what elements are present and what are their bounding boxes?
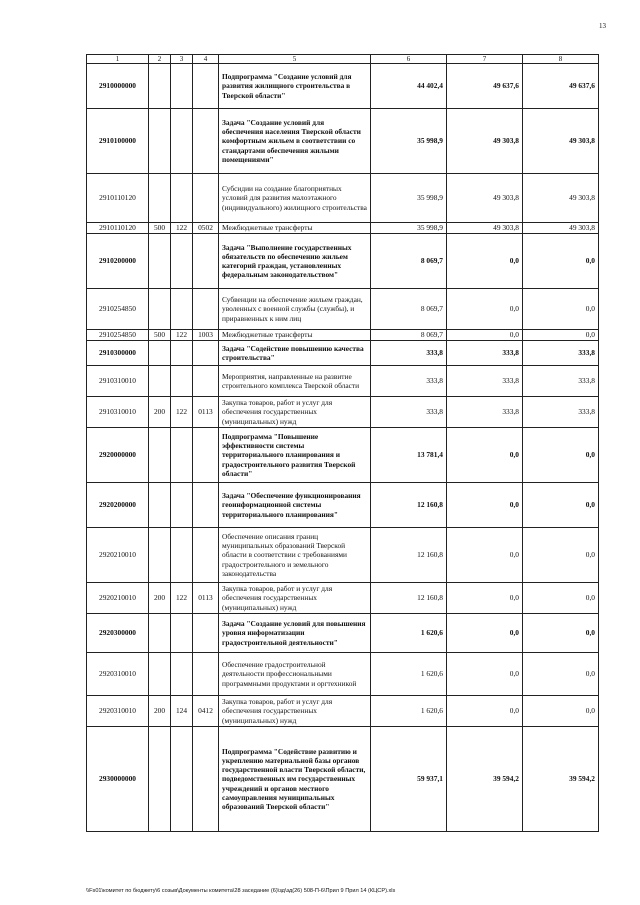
cell-col-6: 333,8 bbox=[371, 397, 447, 428]
cell-col-6: 44 402,4 bbox=[371, 64, 447, 109]
table-row bbox=[87, 109, 599, 174]
cell-col-7: 0,0 bbox=[447, 614, 523, 653]
cell-col-5: Обеспечение градостроительной деятельности профессиональными программными продуктами и оргтехникой bbox=[219, 653, 371, 696]
cell-col-6: 13 781,4 bbox=[371, 428, 447, 483]
cell-col-4 bbox=[193, 64, 219, 109]
cell-col-4 bbox=[193, 428, 219, 483]
cell-col-8: 0,0 bbox=[523, 614, 599, 653]
cell-col-6: 59 937,1 bbox=[371, 727, 447, 832]
cell-col-3 bbox=[171, 528, 193, 583]
header-col-4: 4 bbox=[193, 55, 219, 64]
header-col-2: 2 bbox=[149, 55, 171, 64]
cell-col-6: 8 069,7 bbox=[371, 330, 447, 341]
cell-col-5: Межбюджетные трансферты bbox=[219, 223, 371, 234]
cell-col-7: 0,0 bbox=[447, 330, 523, 341]
cell-col-1: 2910254850 bbox=[87, 289, 149, 330]
cell-col-5: Обеспечение описания границ муниципальных образований Тверской области в соответствии с требованиями градостроительного и земельного законодательства bbox=[219, 528, 371, 583]
table-row bbox=[87, 234, 599, 289]
cell-col-8: 0,0 bbox=[523, 653, 599, 696]
cell-col-8: 333,8 bbox=[523, 397, 599, 428]
header-col-6: 6 bbox=[371, 55, 447, 64]
cell-col-6: 333,8 bbox=[371, 341, 447, 366]
cell-col-2 bbox=[149, 428, 171, 483]
cell-col-2: 200 bbox=[149, 397, 171, 428]
cell-col-7: 0,0 bbox=[447, 583, 523, 614]
cell-col-5: Подпрограмма "Повышение эффективности системы территориального планирования и градостроительного развития Тверской области" bbox=[219, 428, 371, 483]
cell-col-8: 49 303,8 bbox=[523, 174, 599, 223]
cell-col-2 bbox=[149, 341, 171, 366]
cell-col-1: 2920000000 bbox=[87, 428, 149, 483]
cell-col-5: Мероприятия, направленные на развитие строительного комплекса Тверской области bbox=[219, 366, 371, 397]
cell-col-6: 12 160,8 bbox=[371, 583, 447, 614]
header-col-5: 5 bbox=[219, 55, 371, 64]
header-col-3: 3 bbox=[171, 55, 193, 64]
cell-col-2 bbox=[149, 109, 171, 174]
cell-col-7: 333,8 bbox=[447, 366, 523, 397]
cell-col-6: 8 069,7 bbox=[371, 234, 447, 289]
cell-col-8: 49 303,8 bbox=[523, 223, 599, 234]
cell-col-5: Закупка товаров, работ и услуг для обеспечения государственных (муниципальных) нужд bbox=[219, 696, 371, 727]
cell-col-1: 2920300000 bbox=[87, 614, 149, 653]
table-row bbox=[87, 653, 599, 696]
cell-col-7: 0,0 bbox=[447, 234, 523, 289]
cell-col-2 bbox=[149, 528, 171, 583]
cell-col-4 bbox=[193, 483, 219, 528]
cell-col-1: 2920210010 bbox=[87, 528, 149, 583]
cell-col-6: 12 160,8 bbox=[371, 483, 447, 528]
table-row bbox=[87, 614, 599, 653]
cell-col-7: 49 303,8 bbox=[447, 174, 523, 223]
cell-col-5: Закупка товаров, работ и услуг для обеспечения государственных (муниципальных) нужд bbox=[219, 397, 371, 428]
cell-col-3 bbox=[171, 727, 193, 832]
cell-col-3 bbox=[171, 428, 193, 483]
cell-col-8: 333,8 bbox=[523, 341, 599, 366]
cell-col-4 bbox=[193, 366, 219, 397]
budget-table bbox=[86, 54, 599, 832]
cell-col-2: 200 bbox=[149, 583, 171, 614]
cell-col-4 bbox=[193, 109, 219, 174]
cell-col-7: 0,0 bbox=[447, 483, 523, 528]
cell-col-4 bbox=[193, 174, 219, 223]
table-row bbox=[87, 341, 599, 366]
cell-col-4: 0412 bbox=[193, 696, 219, 727]
cell-col-8: 0,0 bbox=[523, 234, 599, 289]
cell-col-5: Задача "Создание условий для обеспечения населения Тверской области комфортным жильем в соответствии со стандартами обеспечения жилыми помещениями" bbox=[219, 109, 371, 174]
cell-col-4: 0113 bbox=[193, 583, 219, 614]
cell-col-4 bbox=[193, 653, 219, 696]
header-col-8: 8 bbox=[523, 55, 599, 64]
cell-col-8: 0,0 bbox=[523, 528, 599, 583]
cell-col-8: 49 637,6 bbox=[523, 64, 599, 109]
cell-col-7: 49 637,6 bbox=[447, 64, 523, 109]
header-col-1: 1 bbox=[87, 55, 149, 64]
cell-col-7: 0,0 bbox=[447, 653, 523, 696]
cell-col-4 bbox=[193, 727, 219, 832]
cell-col-7: 0,0 bbox=[447, 428, 523, 483]
cell-col-6: 35 998,9 bbox=[371, 109, 447, 174]
cell-col-4: 0113 bbox=[193, 397, 219, 428]
cell-col-3 bbox=[171, 289, 193, 330]
table-row bbox=[87, 696, 599, 727]
cell-col-8: 0,0 bbox=[523, 583, 599, 614]
cell-col-4 bbox=[193, 289, 219, 330]
cell-col-1: 2920310010 bbox=[87, 696, 149, 727]
cell-col-2 bbox=[149, 653, 171, 696]
cell-col-3: 122 bbox=[171, 583, 193, 614]
cell-col-6: 35 998,9 bbox=[371, 223, 447, 234]
cell-col-1: 2910310010 bbox=[87, 397, 149, 428]
cell-col-4 bbox=[193, 341, 219, 366]
cell-col-5: Межбюджетные трансферты bbox=[219, 330, 371, 341]
table-row bbox=[87, 528, 599, 583]
cell-col-2: 500 bbox=[149, 330, 171, 341]
cell-col-8: 0,0 bbox=[523, 483, 599, 528]
header-col-7: 7 bbox=[447, 55, 523, 64]
cell-col-3 bbox=[171, 366, 193, 397]
cell-col-6: 1 620,6 bbox=[371, 614, 447, 653]
cell-col-7: 0,0 bbox=[447, 696, 523, 727]
cell-col-2 bbox=[149, 483, 171, 528]
cell-col-5: Подпрограмма "Создание условий для развития жилищного строительства в Тверской области" bbox=[219, 64, 371, 109]
table-row bbox=[87, 330, 599, 341]
table-header-row bbox=[87, 55, 599, 64]
table-row bbox=[87, 583, 599, 614]
cell-col-2: 500 bbox=[149, 223, 171, 234]
cell-col-5: Подпрограмма "Содействие развитию и укреплению материальной базы органов государственной власти Тверской области, подведомственных им государственных учреждений и органов местного самоуправления муниципальных образований Тверской области" bbox=[219, 727, 371, 832]
table-row bbox=[87, 223, 599, 234]
cell-col-2 bbox=[149, 727, 171, 832]
cell-col-1: 2910200000 bbox=[87, 234, 149, 289]
cell-col-1: 2910300000 bbox=[87, 341, 149, 366]
cell-col-3 bbox=[171, 653, 193, 696]
cell-col-6: 1 620,6 bbox=[371, 653, 447, 696]
cell-col-8: 333,8 bbox=[523, 366, 599, 397]
cell-col-2: 200 bbox=[149, 696, 171, 727]
cell-col-5: Задача "Выполнение государственных обязательств по обеспечению жильем категорий граждан, установленных федеральным законодательством" bbox=[219, 234, 371, 289]
cell-col-1: 2920200000 bbox=[87, 483, 149, 528]
cell-col-3 bbox=[171, 234, 193, 289]
cell-col-6: 12 160,8 bbox=[371, 528, 447, 583]
table-row bbox=[87, 428, 599, 483]
cell-col-7: 49 303,8 bbox=[447, 223, 523, 234]
cell-col-1: 2910310010 bbox=[87, 366, 149, 397]
table-row bbox=[87, 366, 599, 397]
cell-col-4 bbox=[193, 528, 219, 583]
cell-col-3: 122 bbox=[171, 223, 193, 234]
table-row bbox=[87, 397, 599, 428]
cell-col-5: Субвенции на обеспечение жильем граждан, уволенных с военной службы (службы), и приравненных к ним лиц bbox=[219, 289, 371, 330]
cell-col-1: 2910254850 bbox=[87, 330, 149, 341]
cell-col-6: 35 998,9 bbox=[371, 174, 447, 223]
cell-col-1: 2920310010 bbox=[87, 653, 149, 696]
cell-col-5: Задача "Содействие повышению качества строительства" bbox=[219, 341, 371, 366]
cell-col-7: 0,0 bbox=[447, 528, 523, 583]
cell-col-4: 1003 bbox=[193, 330, 219, 341]
cell-col-1: 2930000000 bbox=[87, 727, 149, 832]
footer-file-path: \\Fs01\комитет по бюджету\6 созыв\Документы комитета\28 заседание (6)\зд\зд(26) 508-П-6\Прил 9 Прил 14 (КЦСР).xls bbox=[86, 888, 396, 894]
cell-col-3: 122 bbox=[171, 397, 193, 428]
cell-col-3: 124 bbox=[171, 696, 193, 727]
cell-col-1: 2910000000 bbox=[87, 64, 149, 109]
cell-col-2 bbox=[149, 234, 171, 289]
cell-col-2 bbox=[149, 289, 171, 330]
cell-col-4: 0502 bbox=[193, 223, 219, 234]
cell-col-6: 8 069,7 bbox=[371, 289, 447, 330]
cell-col-8: 49 303,8 bbox=[523, 109, 599, 174]
cell-col-8: 0,0 bbox=[523, 696, 599, 727]
cell-col-1: 2920210010 bbox=[87, 583, 149, 614]
cell-col-7: 333,8 bbox=[447, 341, 523, 366]
cell-col-8: 39 594,2 bbox=[523, 727, 599, 832]
cell-col-1: 2910110120 bbox=[87, 223, 149, 234]
cell-col-5: Закупка товаров, работ и услуг для обеспечения государственных (муниципальных) нужд bbox=[219, 583, 371, 614]
table-row bbox=[87, 64, 599, 109]
page-number: 13 bbox=[599, 22, 606, 30]
table-row bbox=[87, 289, 599, 330]
cell-col-3 bbox=[171, 614, 193, 653]
cell-col-1: 2910100000 bbox=[87, 109, 149, 174]
cell-col-7: 39 594,2 bbox=[447, 727, 523, 832]
cell-col-5: Задача "Создание условий для повышения уровня информатизации градостроительной деятельности" bbox=[219, 614, 371, 653]
cell-col-4 bbox=[193, 614, 219, 653]
cell-col-7: 0,0 bbox=[447, 289, 523, 330]
table-row bbox=[87, 483, 599, 528]
cell-col-6: 333,8 bbox=[371, 366, 447, 397]
cell-col-4 bbox=[193, 234, 219, 289]
cell-col-3 bbox=[171, 174, 193, 223]
cell-col-6: 1 620,6 bbox=[371, 696, 447, 727]
cell-col-3 bbox=[171, 483, 193, 528]
cell-col-2 bbox=[149, 366, 171, 397]
cell-col-3 bbox=[171, 64, 193, 109]
cell-col-2 bbox=[149, 64, 171, 109]
cell-col-3 bbox=[171, 109, 193, 174]
cell-col-2 bbox=[149, 614, 171, 653]
cell-col-7: 49 303,8 bbox=[447, 109, 523, 174]
cell-col-1: 2910110120 bbox=[87, 174, 149, 223]
table-row bbox=[87, 174, 599, 223]
table-row bbox=[87, 727, 599, 832]
cell-col-8: 0,0 bbox=[523, 289, 599, 330]
cell-col-5: Субсидии на создание благоприятных условий для развития малоэтажного (индивидуального) жилищного строительства bbox=[219, 174, 371, 223]
cell-col-2 bbox=[149, 174, 171, 223]
cell-col-5: Задача "Обеспечение функционирования геоинформационной системы территориального планирования" bbox=[219, 483, 371, 528]
cell-col-8: 0,0 bbox=[523, 330, 599, 341]
cell-col-3: 122 bbox=[171, 330, 193, 341]
cell-col-8: 0,0 bbox=[523, 428, 599, 483]
cell-col-7: 333,8 bbox=[447, 397, 523, 428]
cell-col-3 bbox=[171, 341, 193, 366]
